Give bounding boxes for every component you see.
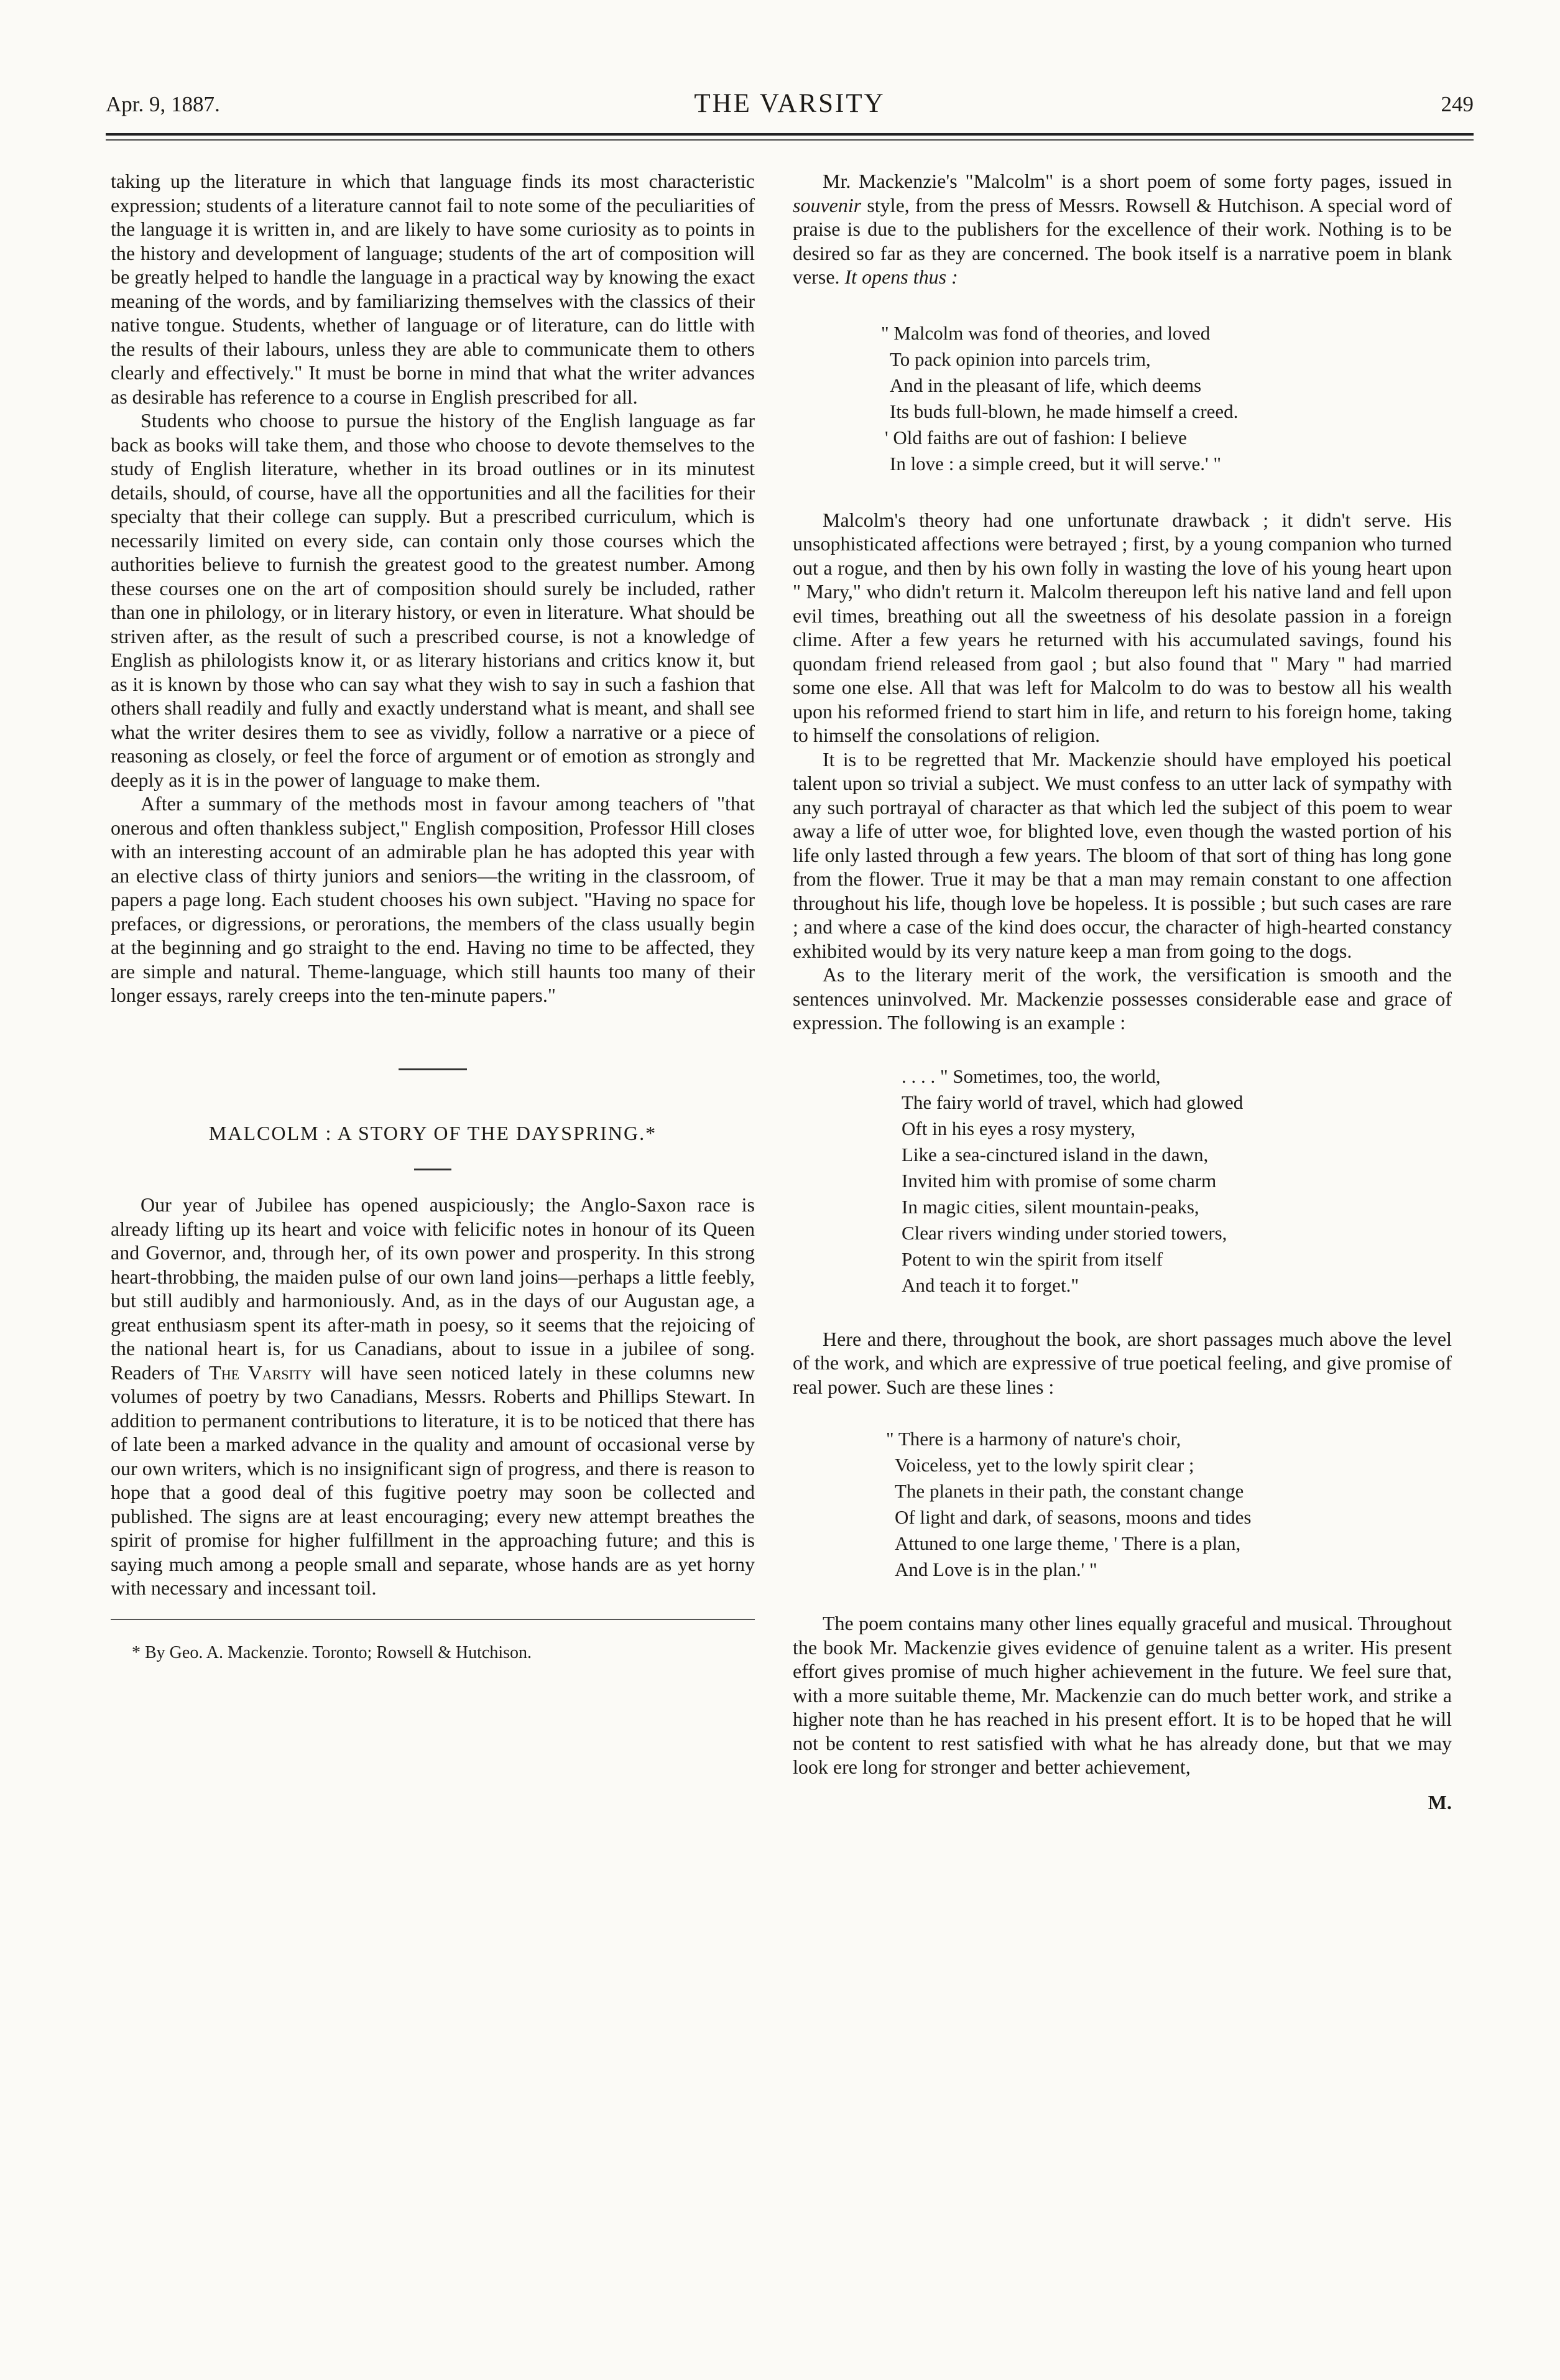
article-paragraph-1-text-a: Our year of Jubilee has opened auspiciously; the Anglo-Saxon race is already lifting up its heart and voice with felicific notes in honour of its Queen and Governor, and, through her, of its own power and prosperity. In this strong heart-throbbing, the maiden pulse of our own land joins—perhaps a little feebly, but still audibly and harmoniously. And, as in the days of our Augustan age, a great enthusiasm spent its after-math in poesy, so it seems that the rejoicing of the national heart is, for us Canadians, about to issue in a jubilee of song. Readers of — [111, 1193, 755, 1384]
verse-line: Like a sea-cinctured island in the dawn, — [902, 1143, 1209, 1165]
article-paragraph-1-text-b: will have seen noticed lately in these columns new volumes of poetry by two Canadians, Messrs. Roberts and Phillips Stewart. In addition to permanent contributions to literature, it is to be noticed that there has of late been a marked advance in the quality and amount of occasional verse by our own writers, which is no insignificant sign of progress, and there is reason to hope that a good deal of this fugitive poetry may soon be collected and published. The signs are at least encouraging; every new attempt breathes the spirit of promise for higher fulfillment in the approaching future; and this is saying much among a people small and separate, whose hands are as yet horny with necessary and incessant toil. — [111, 1361, 755, 1599]
verse-line: Clear rivers winding under storied towers, — [902, 1221, 1227, 1244]
section-divider — [399, 1068, 467, 1070]
header-rule-thin — [106, 139, 1474, 141]
right-column — [793, 169, 1452, 1814]
verse-quote-1 — [881, 320, 1452, 477]
right-paragraph-1 — [793, 169, 1452, 289]
verse-line: In magic cities, silent mountain-peaks, — [902, 1195, 1199, 1218]
verse-quote-2 — [902, 1063, 1452, 1299]
verse-line: Of light and dark, of seasons, moons and tides — [895, 1506, 1252, 1528]
verse-line: " There is a harmony of nature's choir, — [886, 1428, 1181, 1450]
right-paragraph-3: It is to be regretted that Mr. Mackenzie should have employed his poetical talent upon so trivial a subject. We must confess to an utter lack of sympathy with any such portrayal of character as that which led the subject of this poem to wear away a life of utter woe, for blighted love, even though the wasted portion of his life only lasted through a few years. The bloom of that sort of thing has long gone from the flower. True it may be that a man may remain constant to one affection throughout his life, though love be hopeless. It is possible ; but such cases are rare ; and where a case of the kind does occur, the character of high-hearted constancy exhibited would by its very nature keep a man from going to the dogs. — [793, 748, 1452, 962]
verse-line: . . . . " Sometimes, too, the world, — [902, 1065, 1161, 1087]
emphasis-souvenir: souvenir — [793, 193, 862, 216]
left-paragraph-1: taking up the literature in which that language finds its most characteristic expression; students of a literature cannot fail to note some of the peculiarities of the language it is written in, and are likely to have some curiosity as to points in the history and development of language; students of the art of composition will be greatly helped to handle the language in a practical way by knowing the exact meaning of the words, and by familiarizing themselves with the classics of their native tongue. Students, whether of language or of literature, can do little with the results of their labours, unless they are able to communicate them to others clearly and effectively." It must be borne in mind that what the writer advances as desirable has reference to a course in English prescribed for all. — [111, 170, 755, 408]
verse-line: The planets in their path, the constant change — [895, 1480, 1244, 1502]
title-divider — [414, 1169, 451, 1170]
article-title: MALCOLM : A STORY OF THE DAYSPRING.* — [208, 1121, 657, 1144]
verse-line: Voiceless, yet to the lowly spirit clear ; — [895, 1454, 1194, 1476]
header-title: THE VARSITY — [694, 89, 885, 118]
verse-line: Invited him with promise of some charm — [902, 1169, 1217, 1192]
emphasis-opens-thus: It opens thus : — [844, 266, 958, 288]
footnote: * By Geo. A. Mackenzie. Toronto; Rowsell & Hutchison. — [132, 1642, 532, 1662]
right-paragraph-1-text-a: Mr. Mackenzie's "Malcolm" is a short poem of some forty pages, issued in — [823, 170, 1452, 192]
verse-line: In love : a simple creed, but it will serve.' " — [890, 452, 1222, 475]
verse-line: Its buds full-blown, he made himself a creed. — [890, 400, 1239, 422]
verse-line: And in the pleasant of life, which deems — [890, 374, 1202, 396]
verse-line: " Malcolm was fond of theories, and loved — [881, 322, 1211, 344]
verse-line: ' Old faiths are out of fashion: I believe — [885, 426, 1187, 448]
article-paragraph-1 — [111, 1193, 755, 1600]
verse-line: To pack opinion into parcels trim, — [890, 348, 1151, 370]
header-page-number: 249 — [1441, 92, 1474, 116]
publication-name: The Varsity — [209, 1361, 312, 1384]
author-signature: M. — [1428, 1790, 1452, 1813]
right-paragraph-1-text-b: style, from the press of Messrs. Rowsell & Hutchison. A special word of praise is due to the publishers for the excellence of their work. Nothing is to be desired so far as they are concerned. The book itself is a narrative poem in blank verse. — [793, 193, 1452, 288]
page-header — [106, 89, 1474, 129]
header-date: Apr. 9, 1887. — [106, 92, 220, 116]
verse-line: And Love is in the plan.' " — [895, 1558, 1097, 1580]
footnote-rule — [111, 1619, 755, 1620]
verse-line: Oft in his eyes a rosy mystery, — [902, 1117, 1135, 1139]
header-rule-thick — [106, 133, 1474, 136]
verse-line: And teach it to forget." — [902, 1274, 1079, 1296]
left-paragraph-3: After a summary of the methods most in favour among teachers of "that onerous and often thankless subject," English composition, Professor Hill closes with an interesting account of an admirable plan he has adopted this year with an elective class of thirty juniors and seniors—the writing in the classroom, of papers a page long. Each student chooses his own subject. "Having no space for prefaces, or digressions, or perorations, the members of the class usually begin at the beginning and go straight to the end. Having no time to be affected, they are simple and natural. Theme-language, which still haunts too many of their longer essays, rarely creeps into the ten-minute papers." — [111, 792, 755, 1006]
right-paragraph-2: Malcolm's theory had one unfortunate drawback ; it didn't serve. His unsophisticated affections were betrayed ; first, by a young companion who turned out a rogue, and then by his own folly in wasting the love of his young heart upon " Mary," who didn't return it. Malcolm thereupon left his native land and fell upon evil times, breathing out all the sweetness of his desolate passion in a foreign clime. After a few years he returned with his accumulated savings, found his quondam friend released from gaol ; but also found that " Mary " had married some one else. All that was left for Malcolm to do was to bestow all his wealth upon his reformed friend to start him in life, and return to his foreign home, taking to himself the consolations of religion. — [793, 508, 1452, 746]
verse-quote-3 — [886, 1426, 1452, 1583]
right-paragraph-5: Here and there, throughout the book, are short passages much above the level of the work, and which are expressive of true poetical feeling, and give promise of real power. Such are these lines : — [793, 1327, 1452, 1398]
verse-line: Attuned to one large theme, ' There is a plan, — [895, 1532, 1241, 1554]
right-paragraph-4: As to the literary merit of the work, the versification is smooth and the sentences uninvolved. Mr. Mackenzie possesses considerable ease and grace of expression. The following is an example : — [793, 963, 1452, 1034]
right-paragraph-6: The poem contains many other lines equally graceful and musical. Throughout the book Mr. Mackenzie gives evidence of genuine talent as a writer. His present effort gives promise of much higher achievement in the future. We feel sure that, with a more suitable theme, Mr. Mackenzie can do much better work, and strike a higher note than he has reached in his present effort. It is to be hoped that he will not be content to rest satisfied with what he has already done, but that we may look ere long for stronger and better achievement, — [793, 1612, 1452, 1778]
left-paragraph-2: Students who choose to pursue the history of the English language as far back as books will take them, and those who choose to devote themselves to the study of English literature, whether in its broad outlines or in its minutest details, should, of course, have all the opportunities and all the facilities for their specialty that their college can supply. But a prescribed curriculum, which is necessarily limited on every side, can contain only those courses which the authorities believe to furnish the greatest good to the greatest number. Among these courses one on the art of composition should surely be included, rather than one in philology, or in literary history, or even in literature. What should be striven after, as the result of such a prescribed course, is not a knowledge of English as philologists know it, or as literary historians and critics know it, but as it is known by those who can say what they wish to say in such a fashion that others shall readily and fully and exactly understand what is meant, and shall see what the writer desires them to see as vividly, follow a narrative or a piece of reasoning as closely, or feel the force of argument or of emotion as strongly and deeply as it is in the power of language to make them. — [111, 409, 755, 791]
verse-line: Potent to win the spirit from itself — [902, 1248, 1163, 1270]
verse-line: The fairy world of travel, which had glowed — [902, 1091, 1244, 1113]
left-column — [111, 169, 755, 1665]
